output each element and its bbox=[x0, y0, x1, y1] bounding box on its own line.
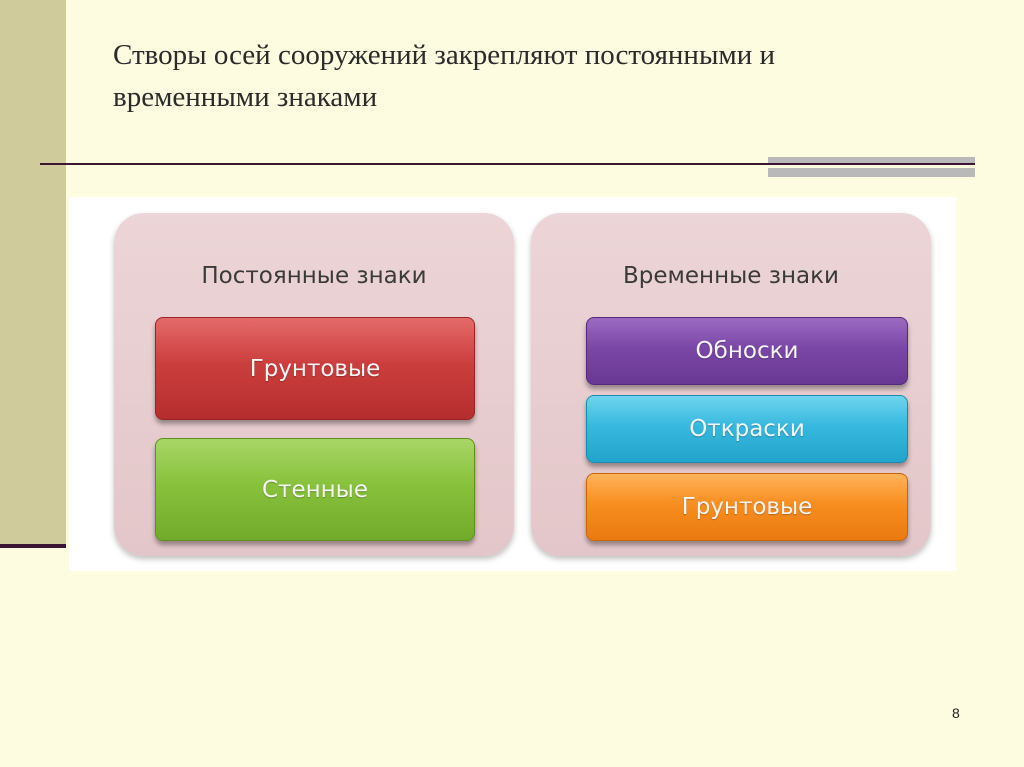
temporary-sign-batter-boards: Обноски bbox=[586, 317, 908, 385]
page-number: 8 bbox=[952, 705, 960, 721]
left-decorative-bar bbox=[0, 0, 66, 547]
temporary-signs-panel bbox=[531, 213, 931, 556]
title-divider bbox=[40, 163, 975, 165]
left-decorative-line bbox=[0, 544, 66, 548]
temporary-sign-ground: Грунтовые bbox=[586, 473, 908, 541]
signs-diagram bbox=[69, 197, 956, 571]
permanent-sign-ground: Грунтовые bbox=[155, 317, 475, 420]
title-divider-accent-top bbox=[768, 157, 975, 163]
permanent-signs-panel bbox=[114, 213, 514, 556]
temporary-sign-paint-marks: Откраски bbox=[586, 395, 908, 463]
permanent-signs-title: Постоянные знаки bbox=[201, 263, 427, 289]
title-divider-accent-bottom bbox=[768, 168, 975, 177]
permanent-sign-wall: Стенные bbox=[155, 438, 475, 541]
temporary-signs-title: Временные знаки bbox=[623, 263, 839, 289]
slide-title: Створы осей сооружений закрепляют постоянными и временными знаками bbox=[113, 39, 776, 113]
